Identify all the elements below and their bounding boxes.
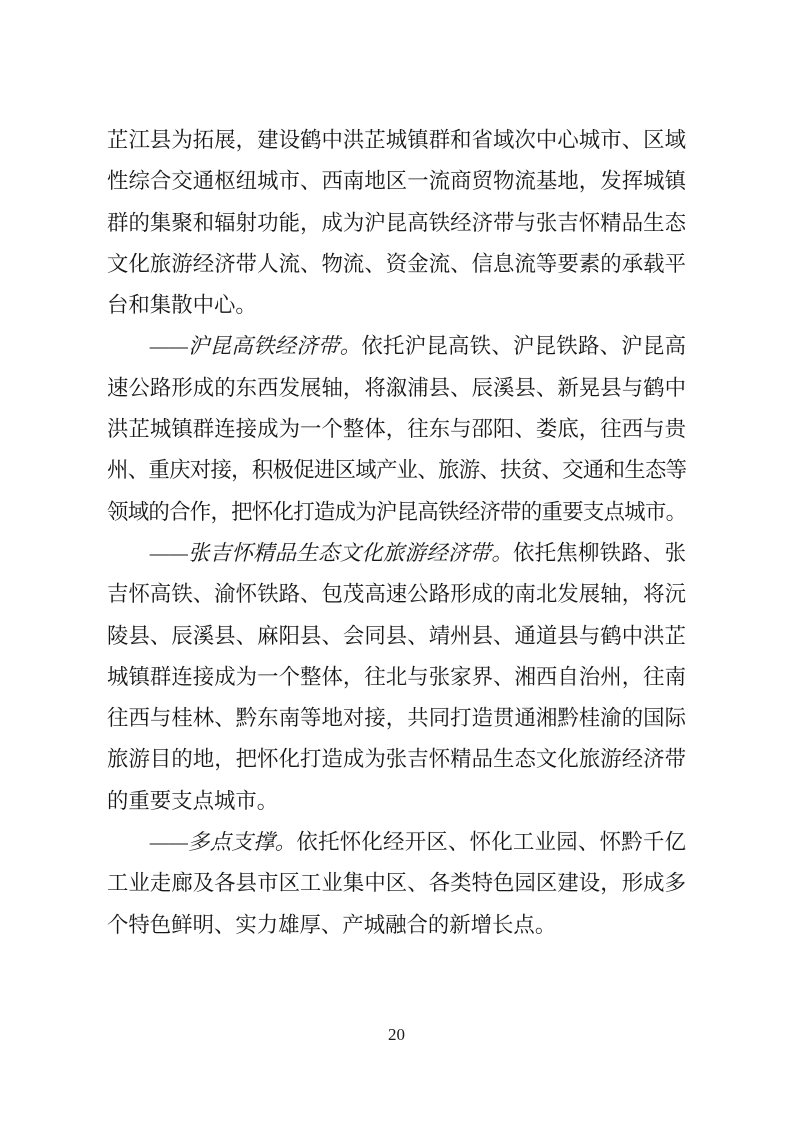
page-number: 20 [388,1025,405,1044]
text-line [107,203,686,244]
text-segment: 性综合交通枢纽城市、西南地区一流商贸物流基地，发挥城镇 [107,169,686,194]
text-segment: 城镇群连接成为一个整体，往北与张家界、湘西自治州，往南 [107,664,686,689]
text-line [107,368,686,409]
text-segment: 依托焦柳铁路、张 [512,540,686,565]
text-line [107,244,686,285]
text-line [107,326,686,367]
text-line [107,905,686,946]
text-segment: 芷江县为拓展，建设鹤中洪芷城镇群和省域次中心城市、区域 [107,128,686,152]
text-line [107,409,686,450]
paragraph-lead-in: ——张吉怀精品生态文化旅游经济带。 [149,540,513,565]
text-line [107,120,686,161]
text-segment: 旅游目的地，把怀化打造成为张吉怀精品生态文化旅游经济带 [107,747,686,772]
text-segment: 依托怀化经开区、怀化工业园、怀黔千亿 [296,830,686,855]
text-line [107,450,686,491]
text-segment: 台和集散中心。 [107,293,257,318]
text-segment: 个特色鲜明、实力雄厚、产城融合的新增长点。 [107,912,557,937]
text-line [107,781,686,822]
text-line [107,574,686,615]
paragraph-lead-in: ——多点支撑。 [149,830,297,855]
text-line [107,739,686,780]
text-segment: 洪芷城镇群连接成为一个整体，往东与邵阳、娄底，往西与贵 [107,417,686,442]
text-line [107,533,686,574]
text-line [107,616,686,657]
text-segment: 往西与桂林、黔东南等地对接，共同打造贯通湘黔桂渝的国际 [107,706,686,731]
text-line [107,285,686,326]
text-segment: 文化旅游经济带人流、物流、资金流、信息流等要素的承载平 [107,251,686,276]
paragraph-lead-in: ——沪昆高铁经济带。 [149,334,362,359]
body-text-block [107,120,686,946]
text-segment: 吉怀高铁、渝怀铁路、包茂高速公路形成的南北发展轴，将沅 [107,582,686,607]
text-line [107,863,686,904]
text-line [107,698,686,739]
text-line [107,492,686,533]
text-segment: 领域的合作，把怀化打造成为沪昆高铁经济带的重要支点城市。 [107,499,686,524]
text-segment: 工业走廊及各县市区工业集中区、各类特色园区建设，形成多 [107,871,686,896]
text-segment: 陵县、辰溪县、麻阳县、会同县、靖州县、通道县与鹤中洪芷 [107,623,686,648]
text-segment: 群的集聚和辐射功能，成为沪昆高铁经济带与张吉怀精品生态 [107,210,686,235]
text-line [107,657,686,698]
text-segment: 速公路形成的东西发展轴，将溆浦县、辰溪县、新晃县与鹤中 [107,375,686,400]
text-segment: 的重要支点城市。 [107,788,279,813]
text-segment: 州、重庆对接，积极促进区域产业、旅游、扶贫、交通和生态等 [107,458,686,483]
text-line [107,822,686,863]
text-line [107,161,686,202]
text-segment: 依托沪昆高铁、沪昆铁路、沪昆高 [361,334,686,359]
